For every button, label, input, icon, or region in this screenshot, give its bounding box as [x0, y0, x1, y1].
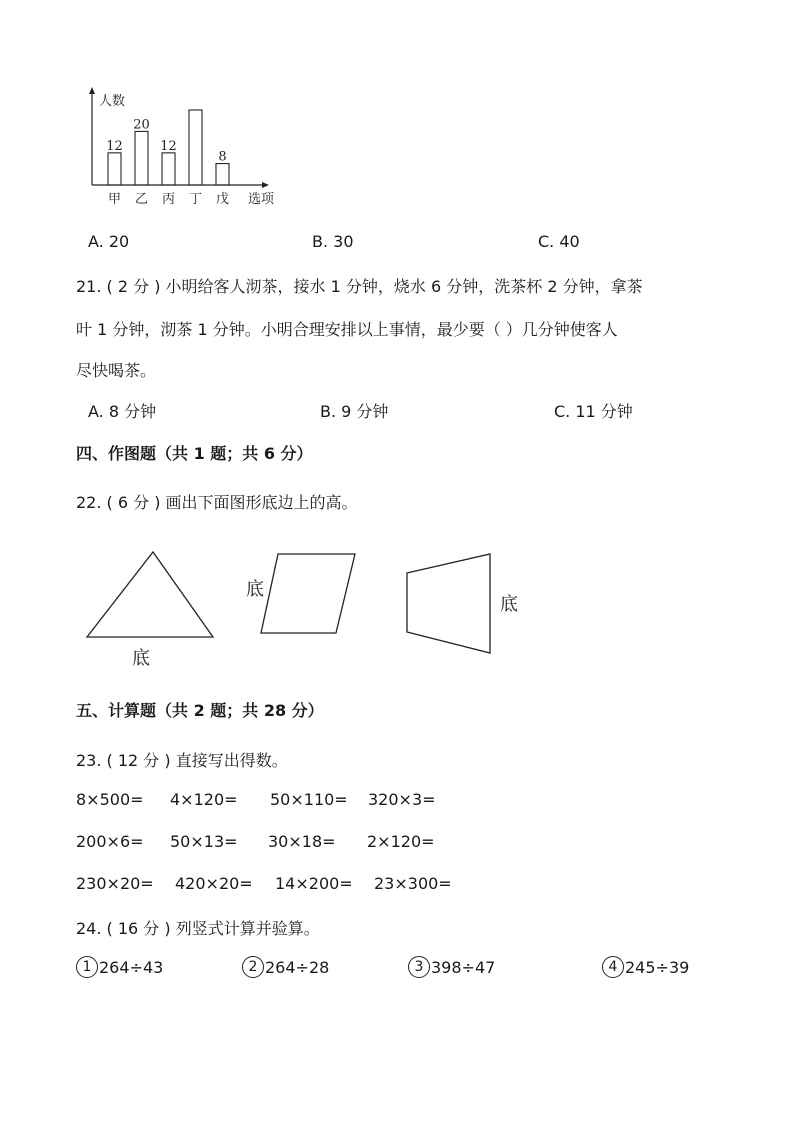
circled-number-1: 1	[76, 956, 98, 978]
q21-option-a[interactable]: A. 8 分钟	[88, 402, 157, 421]
q20-option-b[interactable]: B. 30	[312, 232, 354, 251]
calc-r2-c1: 200×6=	[76, 832, 144, 851]
calc-r1-c4: 320×3=	[368, 790, 436, 809]
calc-r2-c3: 30×18=	[268, 832, 336, 851]
calc-r1-c2: 4×120=	[170, 790, 238, 809]
q24-item-3	[408, 956, 495, 978]
trapezoid-shape	[407, 554, 490, 653]
data-label-乙: 20	[133, 117, 150, 133]
calc-r2-c4: 2×120=	[367, 832, 435, 851]
q21-line-1: 21. ( 2 分 ) 小明给客人沏茶，接水 1 分钟，烧水 6 分钟，洗茶杯 2 分钟，拿茶	[76, 277, 643, 296]
tick-label-丙: 丙	[161, 192, 176, 207]
q22-text: 22. ( 6 分 ) 画出下面图形底边上的高。	[76, 493, 358, 512]
bar-丙	[162, 153, 175, 185]
y-axis-label: 人数	[99, 94, 126, 109]
calc-r3-c4: 23×300=	[374, 874, 452, 893]
section-4-heading: 四、作图题（共 1 题；共 6 分）	[76, 444, 313, 463]
bar-戊	[216, 164, 229, 185]
q24-item-2	[242, 956, 329, 978]
bar-乙	[135, 131, 148, 185]
calc-r1-c1: 8×500=	[76, 790, 144, 809]
q24-text: 24. ( 16 分 ) 列竖式计算并验算。	[76, 919, 320, 938]
q24-expr-3: 398÷47	[431, 957, 496, 977]
data-label-丙: 12	[160, 138, 177, 154]
q24-expr-4: 245÷39	[625, 957, 690, 977]
bar-chart	[84, 84, 284, 210]
calc-r3-c1: 230×20=	[76, 874, 154, 893]
circled-number-3: 3	[408, 956, 430, 978]
q24-item-1	[76, 956, 163, 978]
x-axis-arrow	[262, 182, 269, 188]
circled-number-4: 4	[602, 956, 624, 978]
q21-line-3: 尽快喝茶。	[76, 361, 157, 380]
q24-expr-1: 264÷43	[99, 957, 164, 977]
tick-label-丁: 丁	[188, 192, 203, 207]
parallelogram-shape	[261, 554, 355, 633]
trapezoid-base-label: 底	[500, 594, 518, 615]
triangle-base-label: 底	[132, 648, 150, 669]
q24-item-4	[602, 956, 689, 978]
tick-label-乙: 乙	[134, 192, 149, 207]
data-label-戊: 8	[218, 149, 227, 165]
bar-丁	[189, 110, 202, 185]
data-label-甲: 12	[106, 138, 123, 154]
q21-option-b[interactable]: B. 9 分钟	[320, 402, 389, 421]
y-axis-arrow	[89, 87, 95, 94]
tick-label-戊: 戊	[215, 192, 230, 207]
q20-option-a[interactable]: A. 20	[88, 232, 130, 251]
x-axis-label: 选项	[248, 192, 275, 207]
calc-r3-c3: 14×200=	[275, 874, 353, 893]
bar-甲	[108, 153, 121, 185]
parallelogram-base-label: 底	[246, 579, 264, 600]
circled-number-2: 2	[242, 956, 264, 978]
q23-text: 23. ( 12 分 ) 直接写出得数。	[76, 751, 288, 770]
q24-expr-2: 264÷28	[265, 957, 330, 977]
calc-r3-c2: 420×20=	[175, 874, 253, 893]
q21-line-2: 叶 1 分钟，沏茶 1 分钟。小明合理安排以上事情，最少要（ ）几分钟使客人	[76, 320, 618, 339]
calc-r2-c2: 50×13=	[170, 832, 238, 851]
calc-r1-c3: 50×110=	[270, 790, 348, 809]
q20-option-c[interactable]: C. 40	[538, 232, 580, 251]
section-5-heading: 五、计算题（共 2 题；共 28 分）	[76, 701, 324, 720]
tick-label-甲: 甲	[107, 192, 122, 207]
shapes-figure	[80, 545, 520, 670]
triangle-shape	[87, 552, 213, 637]
q21-option-c[interactable]: C. 11 分钟	[554, 402, 633, 421]
